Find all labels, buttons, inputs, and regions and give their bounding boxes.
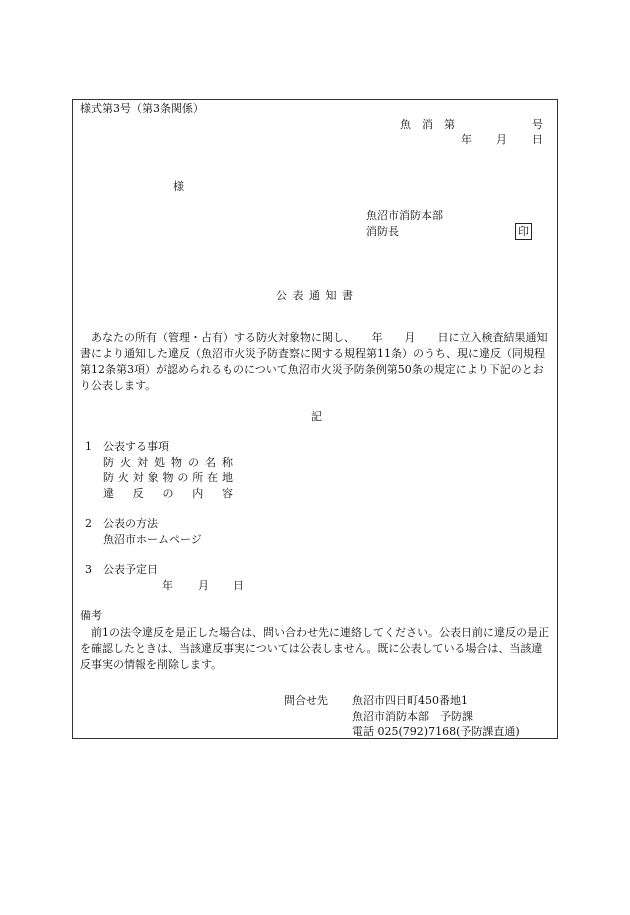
section2-number: 2 <box>85 517 92 530</box>
contact-address: 魚沼市四日町450番地1 <box>352 694 468 707</box>
remarks-text: 前1の法令違反を是正した場合は、問い合わせ先に連絡してください。公表日前に違反の是正を確認したときは、当該違反事実については公表しません。既に公表している場合は、当該違反事実の情報を削除します。 <box>80 626 549 671</box>
section1-heading: 公表する事項 <box>103 440 169 453</box>
remarks-heading: 備考 <box>80 609 102 622</box>
section1-item: 防火対象物の所在地 <box>103 471 233 484</box>
date-month: 月 <box>496 133 507 146</box>
section3-day: 日 <box>233 579 244 592</box>
section3-month: 月 <box>198 579 209 592</box>
section3-year: 年 <box>162 579 173 592</box>
form-label: 様式第3号（第3条関係） <box>80 102 204 115</box>
section1-item: 違反の内容 <box>103 487 233 500</box>
addressee-suffix: 様 <box>173 180 184 193</box>
date-year: 年 <box>461 133 472 146</box>
sender-title: 消防長 <box>366 225 399 238</box>
date-day: 日 <box>532 133 543 146</box>
section2-value: 魚沼市ホームページ <box>103 533 202 546</box>
sender-org: 魚沼市消防本部 <box>366 209 443 222</box>
document-number-suffix: 号 <box>532 118 543 131</box>
section2-heading: 公表の方法 <box>103 517 158 530</box>
contact-dept: 魚沼市消防本部 予防課 <box>352 710 473 723</box>
section1-number: 1 <box>85 440 92 453</box>
document-number-prefix: 魚 消 第 <box>400 118 455 131</box>
section3-number: 3 <box>85 563 92 576</box>
seal-stamp: 印 <box>515 223 532 240</box>
contact-label: 問合せ先 <box>284 694 328 707</box>
document-title: 公 表 通 知 書 <box>276 289 354 302</box>
ki-label: 記 <box>311 410 322 423</box>
contact-phone: 電話 025(792)7168(予防課直通) <box>352 725 520 738</box>
body-paragraph: あなたの所有（管理・占有）する防火対象物に関し、 年 月 日に立入検査結果通知書により通知した違反（魚沼市火災予防査察に関する規程第11条）のうち、現に違反（同規程第12条第3項）が認められるものについて魚沼市火災予防条例第50条の規定により下記のとおり公表します。 <box>80 331 548 392</box>
section3-heading: 公表予定日 <box>103 563 158 576</box>
section1-item: 防火対処物の名称 <box>103 456 233 469</box>
